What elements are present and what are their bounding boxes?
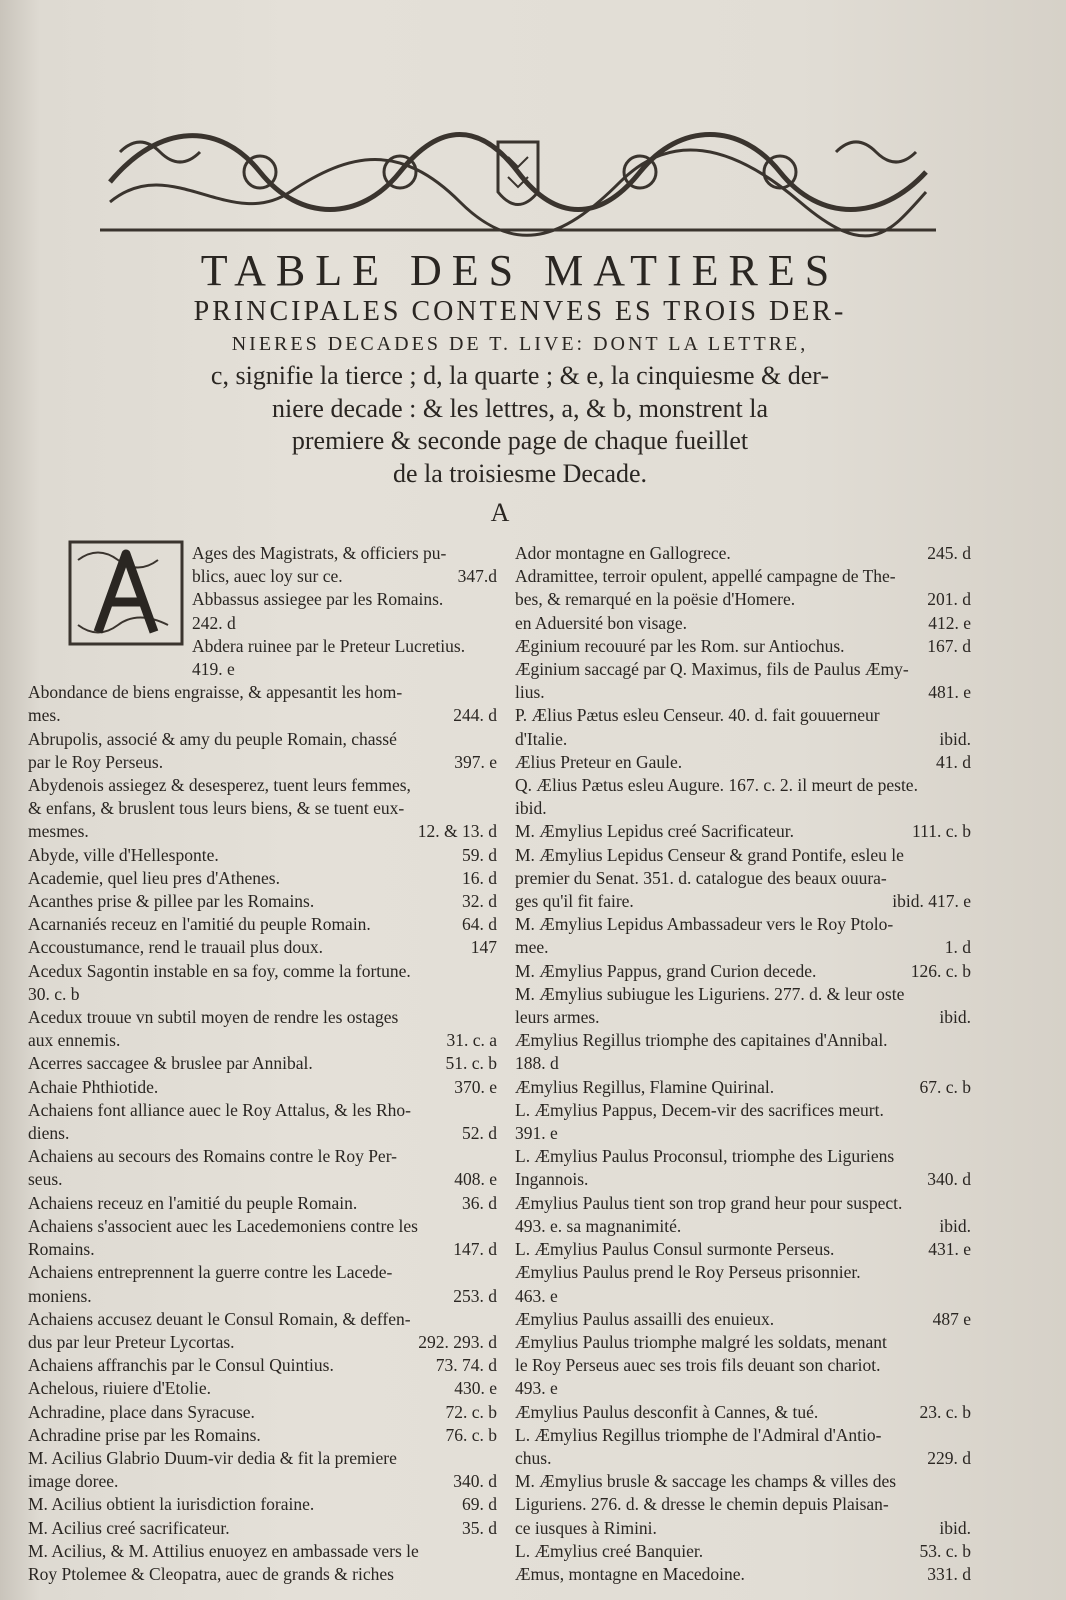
index-entry [28,1261,503,1284]
entry-text: ce iusques à Rimini. [515,1517,657,1538]
index-entry [515,728,977,751]
entry-text: Achaiens receuz en l'amitié du peuple Romain. [28,1192,358,1213]
entry-text: M. Æmylius Lepidus Censeur & grand Pontife, esleu le [515,844,904,865]
entry-text: leurs armes. [515,1007,600,1028]
entry-text: Achaiens au secours des Romains contre le Roy Per- [28,1146,397,1167]
index-entry [28,542,503,565]
entry-text: d'Italie. [515,728,568,749]
index-entry [28,612,503,635]
entry-page-ref: 16. d [462,867,497,888]
entry-page-ref: 487 e [932,1308,971,1329]
index-entry [28,1192,503,1215]
entry-page-ref: 201. d [927,589,971,610]
entry-text: L. Æmylius creé Banquier. [515,1540,704,1561]
entry-text: Æginium saccagé par Q. Maximus, fils de Paulus Æmy- [515,659,909,680]
entry-text: bes, & remarqué en la poësie d'Homere. [515,589,796,610]
index-entry [515,890,977,913]
entry-text: Liguriens. 276. d. & dresse le chemin depuis Plaisan- [515,1494,889,1515]
index-entry [28,820,503,843]
entry-text: Q. Ælius Pætus esleu Augure. 167. c. 2. il meurt de peste. [515,775,918,796]
index-entry [28,867,503,890]
entry-page-ref: 340. d [927,1169,971,1190]
entry-page-ref: 370. e [454,1076,497,1097]
entry-text: dus par leur Preteur Lycortas. [28,1331,235,1352]
entry-page-ref: 331. d [927,1563,971,1584]
entry-page-ref: 41. d [936,751,971,772]
entry-text: Æmylius Paulus assailli des enuieux. [515,1308,775,1329]
index-entry [28,751,503,774]
entry-text: Æginium recouuré par les Rom. sur Antiochus. [515,635,845,656]
entry-page-ref: 431. e [928,1239,971,1260]
entry-text: M. Æmylius Pappus, grand Curion decede. [515,960,817,981]
entry-text: M. Acilius creé sacrificateur. [28,1517,230,1538]
index-entry [515,635,977,658]
index-entry [515,612,977,635]
entry-page-ref: 1. d [944,937,971,958]
entry-text: Adramittee, terroir opulent, appellé campagne de The- [515,566,896,587]
subtitle-line-4: niere decade : & les lettres, a, & b, monstrent la [272,394,768,423]
entry-text: Achelous, riuiere d'Etolie. [28,1378,211,1399]
index-entry [28,635,503,658]
entry-page-ref: 253. d [453,1285,497,1306]
index-entry [515,820,977,843]
index-entry [515,1308,977,1331]
entry-page-ref: 69. d [462,1494,497,1515]
index-entry [515,1006,977,1029]
index-entry [28,1006,503,1029]
index-entry [515,1377,977,1400]
index-entry [28,1354,503,1377]
woodcut-ornament-icon [100,112,936,242]
entry-page-ref: 72. c. b [445,1401,497,1422]
index-entry [515,704,977,727]
subtitle-line-2: NIERES DECADES DE T. LIVE: DONT LA LETTRE, [231,333,809,355]
index-entry [28,728,503,751]
entry-text: 188. d [515,1053,559,1074]
entry-text: Æmylius Regillus, Flamine Quirinal. [515,1076,775,1097]
index-entry [28,1377,503,1400]
entry-text: Abrupolis, associé & amy du peuple Romain, chassé [28,728,397,749]
index-entry [28,658,503,681]
entry-text: Acanthes prise & pillee par les Romains. [28,891,315,912]
entry-text: L. Æmylius Paulus Proconsul, triomphe des Liguriens [515,1146,895,1167]
entry-page-ref: 292. 293. d [418,1331,497,1352]
entry-text: 391. e [515,1123,558,1144]
subtitle-line-1: PRINCIPALES CONTENVES ES TROIS DER- [193,296,847,327]
entry-text: Achradine, place dans Syracuse. [28,1401,255,1422]
index-entry [28,1401,503,1424]
entry-text: mesmes. [28,821,89,842]
index-entry [515,1168,977,1191]
index-entry [28,1424,503,1447]
entry-page-ref: ibid. [939,728,971,749]
entry-page-ref: 397. e [454,751,497,772]
index-entry [28,1285,503,1308]
index-entry [28,1052,503,1075]
entry-page-ref: 59. d [462,844,497,865]
index-entry [28,936,503,959]
entry-page-ref: 245. d [927,543,971,563]
index-entry [28,1145,503,1168]
entry-text: Acarnaniés receuz en l'amitié du peuple Romain. [28,914,371,935]
entry-page-ref: 481. e [928,682,971,703]
entry-page-ref: 408. e [454,1169,497,1190]
entry-text: par le Roy Perseus. [28,751,164,772]
entry-text: Roy Ptolemee & Cleopatra, auec de grands & riches [28,1563,394,1584]
index-entry [28,1470,503,1493]
index-entry [28,565,503,588]
entry-page-ref: 35. d [462,1517,497,1538]
entry-text: moniens. [28,1285,92,1306]
entry-text: chus. [515,1447,552,1468]
entry-text: Achaiens affranchis par le Consul Quintius. [28,1355,334,1376]
entry-text: Æmylius Paulus tient son trop grand heur pour suspect. [515,1192,903,1213]
entry-page-ref: 347.d [457,566,497,587]
entry-text: 493. e. sa magnanimité. [515,1215,682,1236]
subtitle-line-5: premiere & seconde page de chaque fueillet [291,426,749,455]
entry-text: lius. [515,682,545,703]
index-entry [515,1493,977,1516]
index-entry [515,658,977,681]
entry-text: & enfans, & bruslent tous leurs biens, & se tuent eux- [28,798,405,819]
index-entry [28,913,503,936]
entry-text: diens. [28,1123,70,1144]
entry-text: Abyde, ville d'Hellesponte. [28,844,219,865]
index-entry [28,1563,503,1586]
entry-text: Æmylius Regillus triomphe des capitaines d'Annibal. [515,1030,888,1051]
entry-text: le Roy Perseus auec ses trois fils deuant son chariot. [515,1355,881,1376]
entry-text: Acedux trouue vn subtil moyen de rendre les ostages [28,1007,399,1028]
entry-page-ref: 36. d [462,1192,497,1213]
entry-text: mee. [515,937,549,958]
entry-text: L. Æmylius Paulus Consul surmonte Perseus. [515,1239,835,1260]
entry-page-ref: 147. d [453,1239,497,1260]
entry-text: Abdera ruinee par le Preteur Lucretius. [192,635,466,656]
entry-page-ref: ibid. [939,1007,971,1028]
entry-text: image doree. [28,1471,119,1492]
index-entry [515,588,977,611]
entry-text: 419. e [192,659,235,680]
entry-text: Æmylius Paulus prend le Roy Perseus prisonnier. [515,1262,861,1283]
entry-text: Ador montagne en Gallogrece. [515,543,731,563]
index-entry [515,1470,977,1493]
entry-page-ref: 67. c. b [919,1076,971,1097]
entry-page-ref: 167. d [927,635,971,656]
index-entry [515,1285,977,1308]
entry-page-ref: ibid. [939,1517,971,1538]
index-entry [515,797,977,820]
index-entry [28,1308,503,1331]
index-entry [515,960,977,983]
index-entry [28,774,503,797]
entry-text: M. Acilius Glabrio Duum-vir dedia & fit la premiere [28,1447,397,1468]
index-entry [515,1145,977,1168]
entry-text: Achaiens font alliance auec le Roy Attalus, & les Rho- [28,1099,411,1120]
index-entry [515,751,977,774]
entry-text: Achaiens entreprennent la guerre contre les Lacede- [28,1262,393,1283]
index-entry [515,913,977,936]
entry-page-ref: 64. d [462,914,497,935]
entry-text: M. Æmylius Lepidus creé Sacrificateur. [515,821,794,842]
index-entry [28,1168,503,1191]
index-entry [515,1447,977,1470]
index-entry [515,1563,977,1586]
index-entry [515,542,977,565]
entry-page-ref: 12. & 13. d [417,821,497,842]
index-entry [515,1517,977,1540]
entry-text: M. Acilius obtient la iurisdiction foraine. [28,1494,315,1515]
index-entry [515,1331,977,1354]
entry-page-ref: 73. 74. d [435,1355,497,1376]
index-entry [28,704,503,727]
entry-text: 30. c. b [28,983,80,1004]
subtitle-line-6: de la troisiesme Decade. [392,459,648,488]
index-entry [515,1076,977,1099]
page-title: TABLE DES MATIERES [200,246,840,295]
entry-page-ref: 51. c. b [445,1053,497,1074]
index-entry [28,983,503,1006]
index-entry [515,774,977,797]
entry-page-ref: 229. d [927,1447,971,1468]
entry-text: Acerres saccagee & bruslee par Annibal. [28,1053,313,1074]
index-entry [28,797,503,820]
index-entry [28,1029,503,1052]
index-entry [28,588,503,611]
entry-page-ref: 412. e [928,612,971,633]
index-entry [28,960,503,983]
entry-text: Achaiens accusez deuant le Consul Romain, & deffen- [28,1308,411,1329]
entry-page-ref: 31. c. a [446,1030,497,1051]
entry-page-ref: 430. e [454,1378,497,1399]
index-entry [28,1517,503,1540]
entry-text: 242. d [192,612,236,633]
index-entry [28,1099,503,1122]
entry-text: Acedux Sagontin instable en sa foy, comme la fortune. [28,960,411,981]
entry-text: Romains. [28,1239,95,1260]
index-entry [515,1052,977,1075]
index-entry [28,1540,503,1563]
index-entry [28,1076,503,1099]
subtitle-line-3: c, signifie la tierce ; d, la quarte ; & e, la cinquiesme & der- [210,361,830,390]
entry-text: Abbassus assiegee par les Romains. [192,589,444,610]
entry-page-ref: 76. c. b [445,1424,497,1445]
entry-text: P. Ælius Pætus esleu Censeur. 40. d. fait gouuerneur [515,705,880,726]
entry-text: M. Acilius, & M. Attilius enuoyez en ambassade vers le [28,1540,419,1561]
index-entry [515,1238,977,1261]
entry-text: Achradine prise par les Romains. [28,1424,261,1445]
entry-page-ref: 111. c. b [912,821,971,842]
index-entry [515,936,977,959]
index-entry [515,1215,977,1238]
index-entry [28,844,503,867]
entry-text: Abondance de biens engraisse, & appesantit les hom- [28,682,403,703]
index-entry [28,1331,503,1354]
entry-text: Abydenois assiegez & desesperez, tuent leurs femmes, [28,775,411,796]
entry-text: aux ennemis. [28,1030,121,1051]
entry-page-ref: 23. c. b [919,1401,971,1422]
section-letter: A [490,498,510,527]
index-entry [515,565,977,588]
index-entry [515,681,977,704]
index-entry [515,1261,977,1284]
entry-page-ref: 244. d [453,705,497,726]
entry-text: M. Æmylius subiugue les Liguriens. 277. d. & leur oste [515,983,905,1004]
entry-text: Æmylius Paulus triomphe malgré les soldats, menant [515,1331,887,1352]
entry-text: Accoustumance, rend le trauail plus doux. [28,937,323,958]
entry-text: 463. e [515,1285,558,1306]
index-entry [515,1540,977,1563]
entry-text: Achaie Phthiotide. [28,1076,159,1097]
entry-page-ref: 53. c. b [919,1540,971,1561]
entry-page-ref: 126. c. b [910,960,971,981]
entry-text: seus. [28,1169,63,1190]
index-entry [28,1215,503,1238]
entry-page-ref: 52. d [462,1123,497,1144]
entry-text: Ælius Preteur en Gaule. [515,751,683,772]
index-entry [28,1122,503,1145]
entry-page-ref: 340. d [453,1471,497,1492]
entry-text: Æmylius Paulus desconfit à Cannes, & tué. [515,1401,819,1422]
index-entry [28,890,503,913]
index-entry [515,844,977,867]
entry-text: Ingannois. [515,1169,589,1190]
index-entry [28,1493,503,1516]
entry-text: L. Æmylius Regillus triomphe de l'Admiral d'Antio- [515,1424,882,1445]
entry-text: Æmus, montagne en Macedoine. [515,1563,745,1584]
entry-page-ref: ibid. [939,1215,971,1236]
entry-text: M. Æmylius Lepidus Ambassadeur vers le Roy Ptolo- [515,914,894,935]
index-entry [515,1192,977,1215]
index-entry [515,1424,977,1447]
index-entry [515,1401,977,1424]
entry-text: premier du Senat. 351. d. catalogue des beaux ouura- [515,867,887,888]
index-column-left [28,542,503,1586]
entry-text: ges qu'il fit faire. [515,891,634,912]
entry-text: en Aduersité bon visage. [515,612,688,633]
index-column-right [515,542,977,1586]
entry-text: L. Æmylius Pappus, Decem-vir des sacrifices meurt. [515,1099,884,1120]
entry-text: 493. e [515,1378,558,1399]
index-entry [515,867,977,890]
index-entry [515,1099,977,1122]
entry-text: Achaiens s'associent auec les Lacedemoniens contre les [28,1215,418,1236]
index-entry [28,1238,503,1261]
entry-text: ibid. [515,798,547,819]
entry-page-ref: 32. d [462,891,497,912]
entry-text: Academie, quel lieu pres d'Athenes. [28,867,280,888]
index-entry [515,1029,977,1052]
entry-text: Ages des Magistrats, & officiers pu- [192,543,447,563]
index-entry [515,1122,977,1145]
index-entry [515,983,977,1006]
entry-text: mes. [28,705,61,726]
entry-page-ref: 147 [470,937,497,958]
entry-text: blics, auec loy sur ce. [192,566,343,587]
entry-page-ref: ibid. 417. e [892,891,971,912]
entry-text: M. Æmylius brusle & saccage les champs & villes des [515,1471,897,1492]
index-entry [515,1354,977,1377]
index-entry [28,1447,503,1470]
index-entry [28,681,503,704]
